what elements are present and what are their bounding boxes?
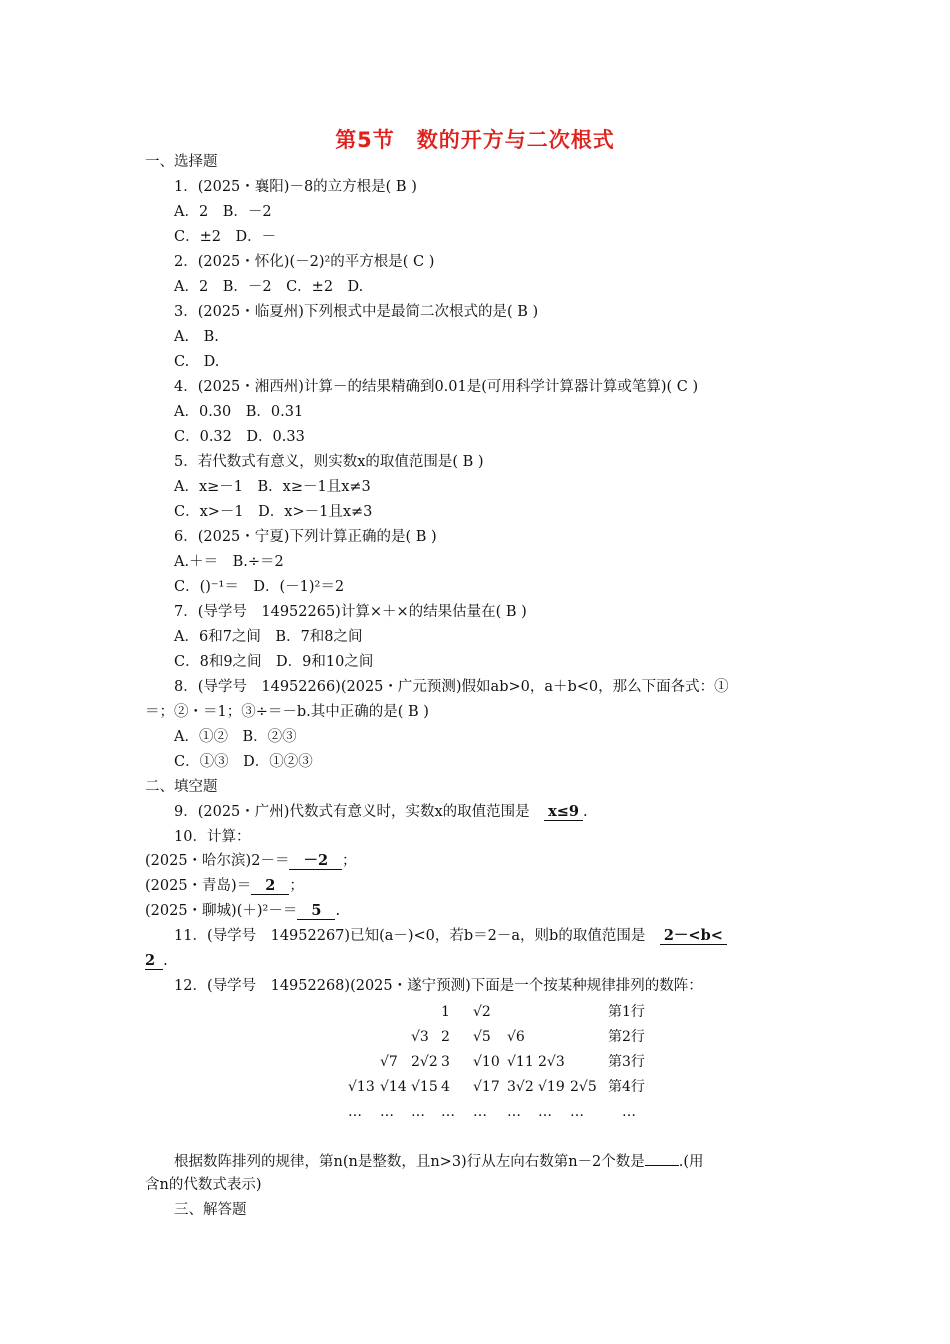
question-5: 5．若代数式有意义，则实数x的取值范围是( B ) [174, 454, 484, 470]
q11-answer: 2－<b< [660, 928, 727, 945]
array-cell: √7 [380, 1054, 398, 1070]
array-cell: √15 [411, 1079, 438, 1095]
array-cell: … [473, 1104, 487, 1120]
array-cell: √10 [473, 1054, 500, 1070]
q12-post: .(用 [678, 1154, 704, 1170]
option-line: A．①② B．②③ [174, 729, 297, 745]
q11-text: 11．(导学号 14952267)已知(a－)<0，若b＝2－a，则b的取值范围是 [174, 928, 646, 944]
q9-text: 9．(2025・广州)代数式有意义时，实数x的取值范围是 [174, 804, 530, 820]
question-4: 4．(2025・湘西州)计算－的结果精确到0.01是(可用科学计算器计算或笔算)( C ) [174, 379, 699, 395]
array-row-label: … [622, 1104, 636, 1120]
question-2: 2．(2025・怀化)(－2)²的平方根是( C ) [174, 254, 435, 270]
q12-text: 根据数阵排列的规律，第n(n是整数，且n>3)行从左向右数第n－2个数是 [174, 1154, 645, 1170]
question-12-cont: 含n的代数式表示) [145, 1177, 262, 1193]
q11-answer-cont: 2 [145, 953, 163, 970]
array-cell: √2 [473, 1004, 491, 1020]
question-7: 7．(导学号 14952265)计算×＋×的结果估量在( B ) [174, 604, 527, 620]
q11-post: . [163, 953, 168, 969]
option-line: A．0.30 B．0.31 [174, 404, 304, 420]
option-line: A. B. [174, 329, 219, 345]
question-11 [174, 927, 727, 945]
array-cell: 3 [441, 1054, 450, 1070]
array-cell: … [348, 1104, 362, 1120]
q9-answer: x≤9 [544, 804, 583, 821]
question-8-cont: ＝；②・＝1；③÷＝－b.其中正确的是( B ) [145, 704, 429, 720]
array-cell: 2 [441, 1029, 450, 1045]
option-line: A．2 B．－2 C．±2 D. [174, 279, 364, 295]
array-cell: … [441, 1104, 455, 1120]
option-line: A．6和7之间 B．7和8之间 [174, 629, 363, 645]
array-cell: … [411, 1104, 425, 1120]
array-cell: 3√2 [507, 1079, 534, 1095]
option-line: C. D. [174, 354, 220, 370]
array-cell: √19 [538, 1079, 565, 1095]
question-8: 8．(导学号 14952266)(2025・广元预测)假如ab>0，a＋b<0，那么下面各式：① [174, 679, 729, 695]
option-line: C．①③ D．①②③ [174, 754, 313, 770]
question-11-cont [145, 952, 168, 970]
array-cell: √13 [348, 1079, 375, 1095]
array-row-label: 第4行 [608, 1079, 645, 1095]
option-line: C．()⁻¹＝ D．(－1)²＝2 [174, 579, 345, 595]
array-cell: … [570, 1104, 584, 1120]
option-line: A．2 B．－2 [174, 204, 272, 220]
option-line: C．8和9之间 D．9和10之间 [174, 654, 374, 670]
q10-b-post: ； [289, 878, 304, 894]
array-cell: 2√5 [570, 1079, 597, 1095]
q10-c-post: . [335, 903, 341, 919]
array-cell: 4 [441, 1079, 450, 1095]
option-line: A．x≥－1 B．x≥－1且x≠3 [174, 479, 371, 495]
question-10: 10．计算： [174, 829, 251, 845]
question-3: 3．(2025・临夏州)下列根式中是最简二次根式的是( B ) [174, 304, 539, 320]
page-title: 第5节 数的开方与二次根式 [335, 128, 615, 152]
array-cell: √14 [380, 1079, 407, 1095]
question-9 [174, 803, 588, 821]
q10-a-answer: －2 [289, 853, 342, 870]
option-line: A.＋＝ B.÷＝2 [174, 554, 284, 570]
q10-part-b [145, 877, 304, 895]
array-cell: 1 [441, 1004, 450, 1020]
array-row-label: 第2行 [608, 1029, 645, 1045]
option-line: C．x>－1 D．x>－1且x≠3 [174, 504, 373, 520]
array-cell: √5 [473, 1029, 491, 1045]
section-heading: 一、选择题 [145, 154, 218, 170]
array-cell: … [538, 1104, 552, 1120]
array-cell: … [380, 1104, 394, 1120]
q9-post: . [583, 804, 588, 820]
array-cell: √3 [411, 1029, 429, 1045]
q10-c-answer: 5 [297, 903, 335, 920]
option-line: C．0.32 D．0.33 [174, 429, 305, 445]
q10-a-post: ； [342, 853, 357, 869]
array-row-label: 第3行 [608, 1054, 645, 1070]
question-12-prompt [174, 1151, 704, 1171]
q10-c-text: (2025・聊城)(＋)²－＝ [145, 903, 298, 919]
array-cell: 2√3 [538, 1054, 565, 1070]
option-line: C．±2 D．－ [174, 229, 277, 245]
question-1: 1．(2025・襄阳)－8的立方根是( B ) [174, 179, 417, 195]
array-cell: 2√2 [411, 1054, 438, 1070]
q10-a-text: (2025・哈尔滨)2－＝ [145, 853, 290, 869]
q10-b-answer: 2 [251, 878, 289, 895]
array-row-label: 第1行 [608, 1004, 645, 1020]
array-cell: √11 [507, 1054, 534, 1070]
q12-blank [645, 1151, 679, 1166]
section-heading: 三、解答题 [174, 1202, 247, 1218]
array-cell: … [507, 1104, 521, 1120]
array-cell: √17 [473, 1079, 500, 1095]
array-cell: √6 [507, 1029, 525, 1045]
question-6: 6．(2025・宁夏)下列计算正确的是( B ) [174, 529, 437, 545]
q10-part-c [145, 902, 340, 920]
q10-b-text: (2025・青岛)＝ [145, 878, 252, 894]
q10-part-a [145, 852, 357, 870]
question-12: 12．(导学号 14952268)(2025・遂宁预测)下面是一个按某种规律排列的数阵： [174, 978, 703, 994]
section-heading: 二、填空题 [145, 779, 218, 795]
